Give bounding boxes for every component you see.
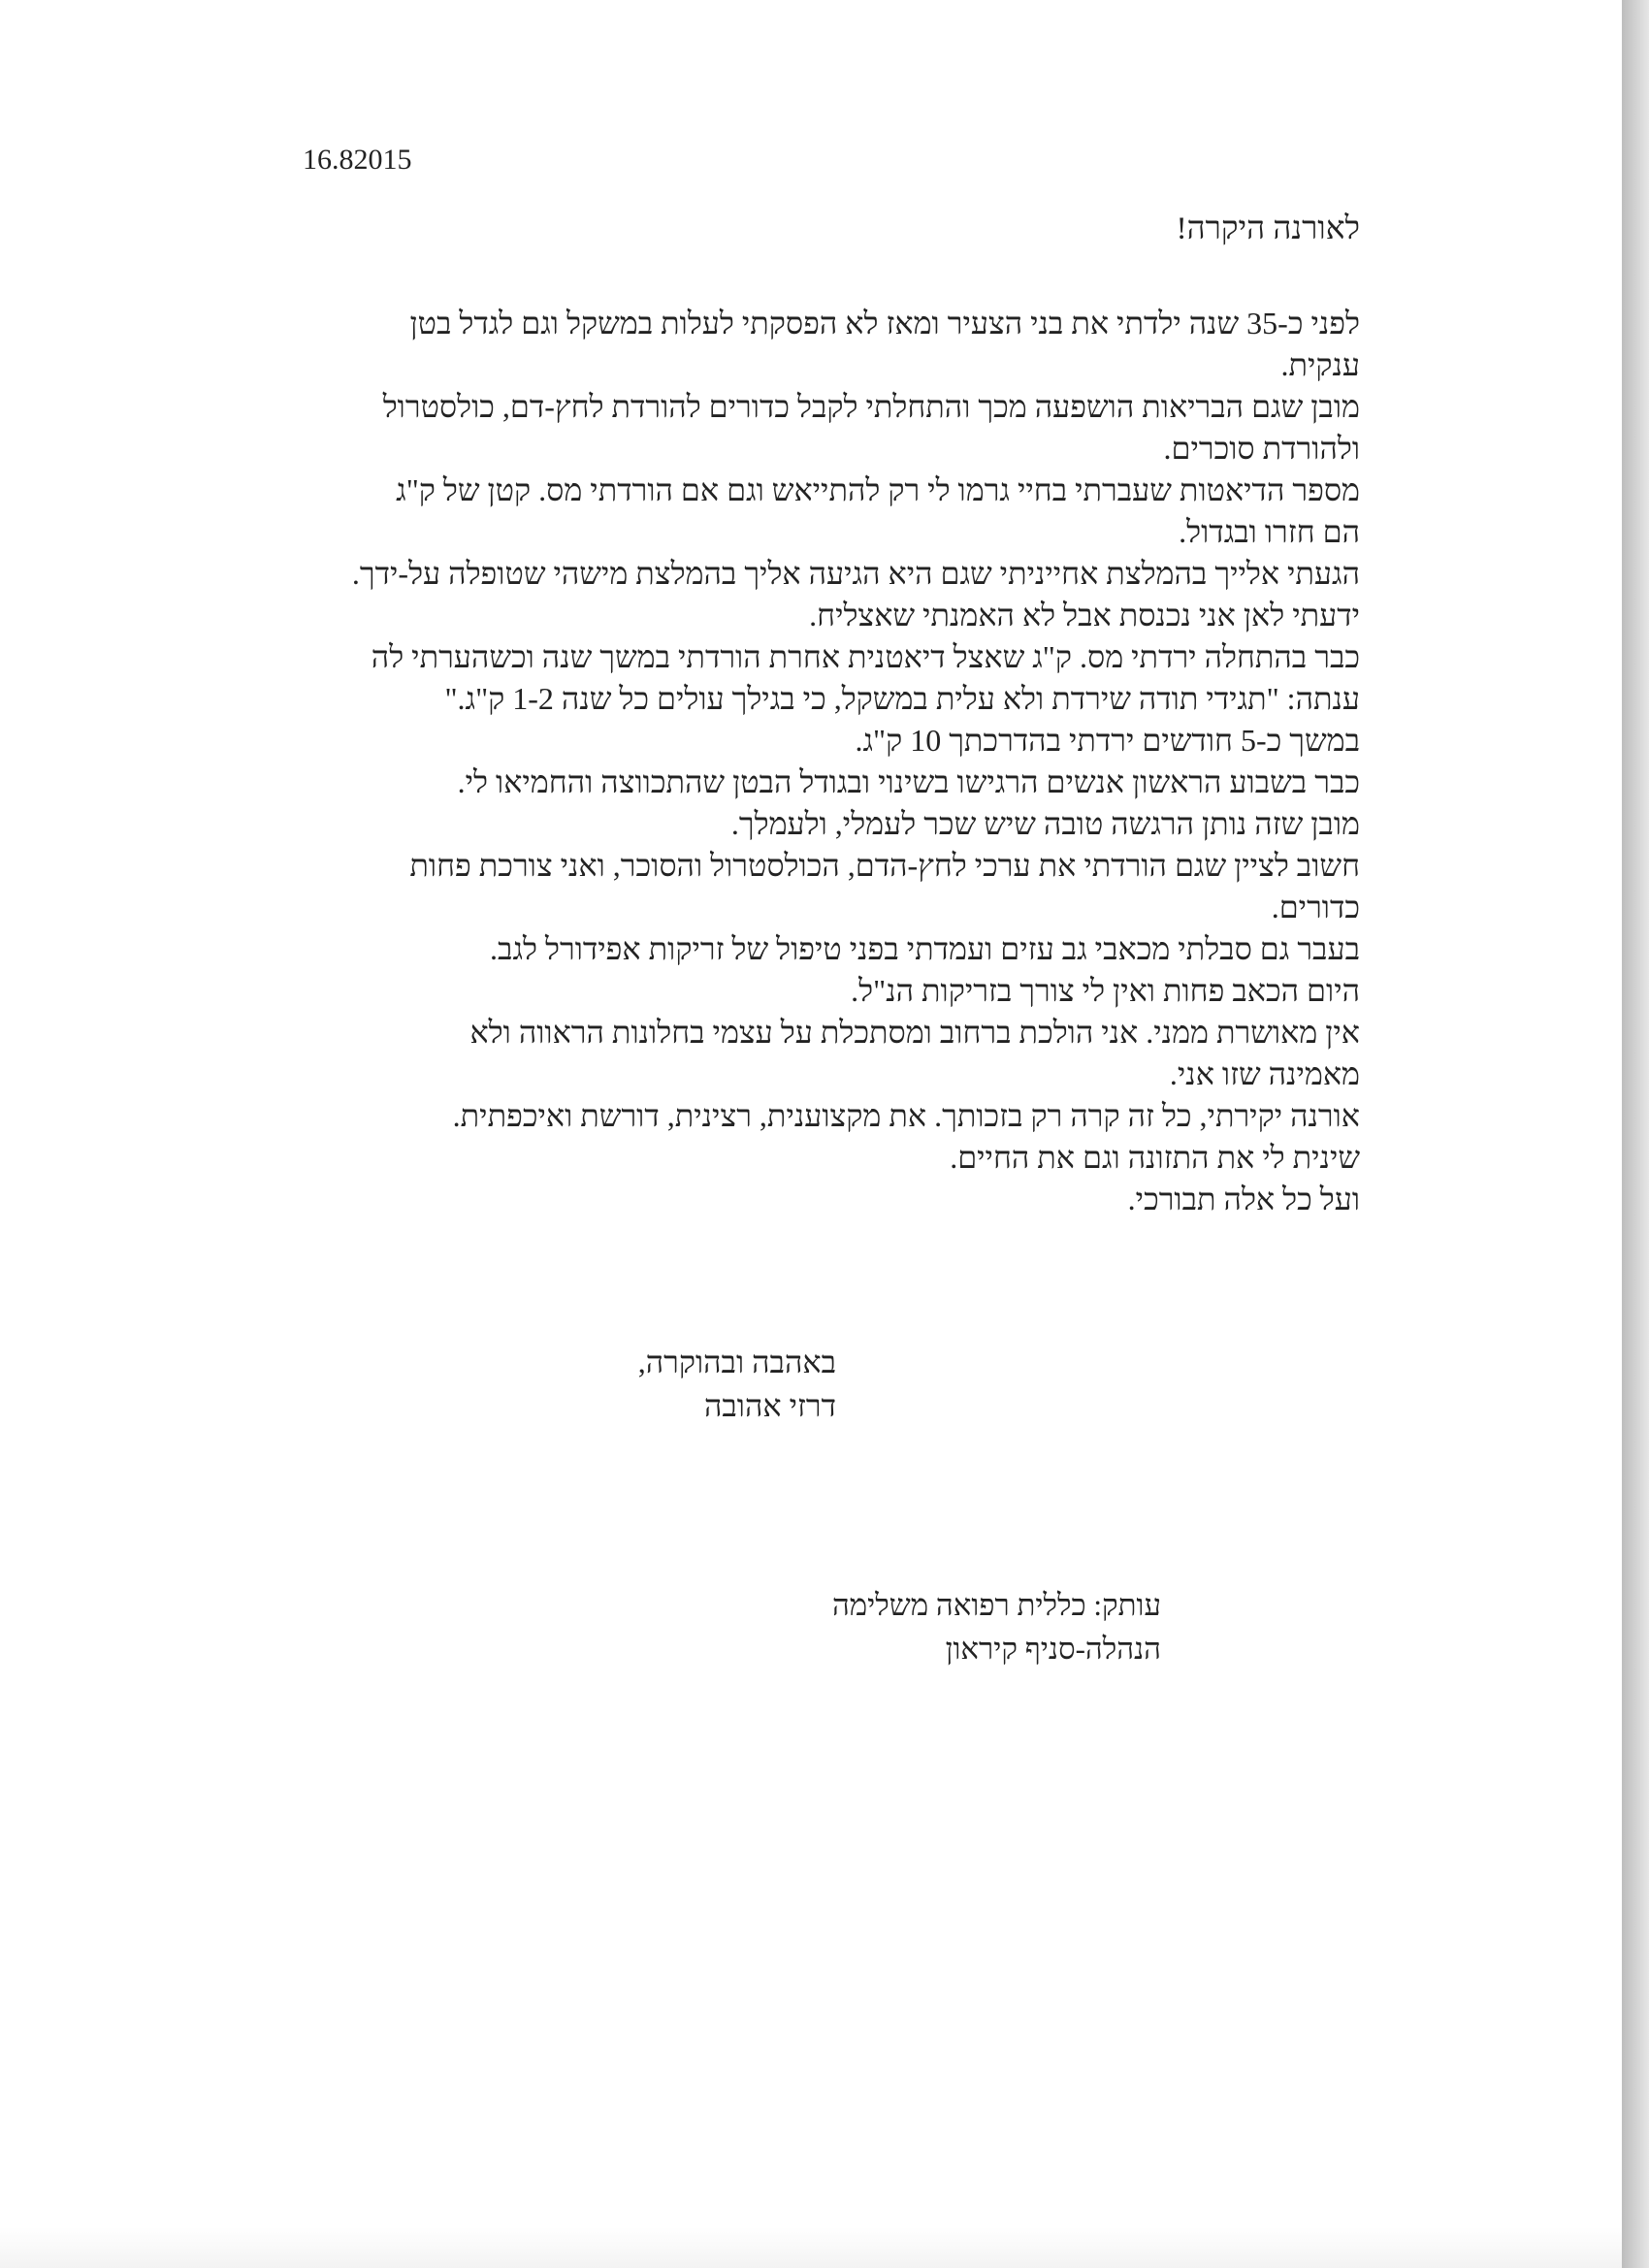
closing-phrase: באהבה ובהוקרה,: [637, 1345, 836, 1379]
body-line: אורנה יקירתי, כל זה קרה רק בזכותך. את מקצוענית, רצינית, דורשת ואיכפתית.: [452, 1098, 1360, 1133]
letter-body: [341, 303, 1360, 1220]
body-line: כבר בשבוע הראשון אנשים הרגישו בשינוי ובגודל הבטן שהתכווצה והחמיאו לי.: [457, 764, 1360, 799]
body-line: מובן שזה נותן הרגשה טובה שיש שכר לעמלי, ולעמלך.: [730, 806, 1360, 841]
body-line: הם חזרו ובגדול.: [1179, 514, 1360, 549]
body-line: בעבר גם סבלתי מכאבי גב עזים ועמדתי בפני טיפול של זריקות אפידורל לגב.: [490, 931, 1360, 966]
body-line: כבר בהתחלה ירדתי מס. ק"ג שאצל דיאטנית אחרת הורדתי במשך שנה וכשהערתי לה: [371, 639, 1360, 674]
body-line: חשוב לציין שגם הורדתי את ערכי לחץ-הדם, הכולסטרול והסוכר, ואני צורכת פחות: [409, 848, 1360, 883]
copy-branch-line: הנהלה-סניף קיראון: [945, 1632, 1161, 1666]
body-line: ועל כל אלה תבורכי.: [1127, 1182, 1360, 1216]
body-line: אין מאושרת ממני. אני הולכת ברחוב ומסתכלת על עצמי בחלונות הראווה ולא: [469, 1015, 1360, 1050]
letter-closing: [638, 1341, 836, 1428]
body-line: ולהורדת סוכרים.: [1163, 431, 1360, 466]
body-line: הגעתי אלייך בהמלצת אחייניתי שגם היא הגיעה אליך בהמלצת מישהי שטופלה על-ידך.: [351, 556, 1360, 591]
body-line: שינית לי את התזונה וגם את החיים.: [950, 1140, 1360, 1175]
page-edge-shadow: [1622, 0, 1649, 2268]
letter-greeting: לאורנה היקרה!: [1176, 211, 1360, 246]
body-line: מספר הדיאטות שעברתי בחיי גרמו לי רק להתייאש וגם אם הורדתי מס. קטן של ק"ג: [396, 472, 1360, 507]
body-line: ענתה: "תגידי תודה שירדת ולא עלית במשקל, כי בגילך עולים כל שנה 1-2 ק"ג.": [444, 681, 1360, 716]
body-line: מובן שגם הבריאות הושפעה מכך והתחלתי לקבל כדורים להורדת לחץ-דם, כולסטרול: [382, 389, 1360, 424]
body-line: במשך כ-5 חודשים ירדתי בהדרכתך 10 ק"ג.: [855, 723, 1360, 758]
copy-recipients: [832, 1583, 1161, 1670]
letter-date: 16.82015: [303, 144, 412, 176]
signature-name: דרזי אהובה: [703, 1388, 836, 1423]
body-line: כדורים.: [1271, 890, 1360, 924]
body-line: ענקית.: [1280, 347, 1360, 382]
page-fold: [0, 2227, 1622, 2268]
body-line: מאמינה שזו אני.: [1169, 1056, 1360, 1091]
body-line: לפני כ-35 שנה ילדתי את בני הצעיר ומאז לא הפסקתי לעלות במשקל וגם לגדל בטן: [409, 306, 1360, 340]
body-line: ידעתי לאן אני נכנסת אבל לא האמנתי שאצליח.: [809, 598, 1360, 632]
copy-to-line: עותק: כללית רפואה משלימה: [831, 1588, 1161, 1622]
body-line: היום הכאב פחות ואין לי צורך בזריקות הנ"ל.: [851, 973, 1360, 1008]
